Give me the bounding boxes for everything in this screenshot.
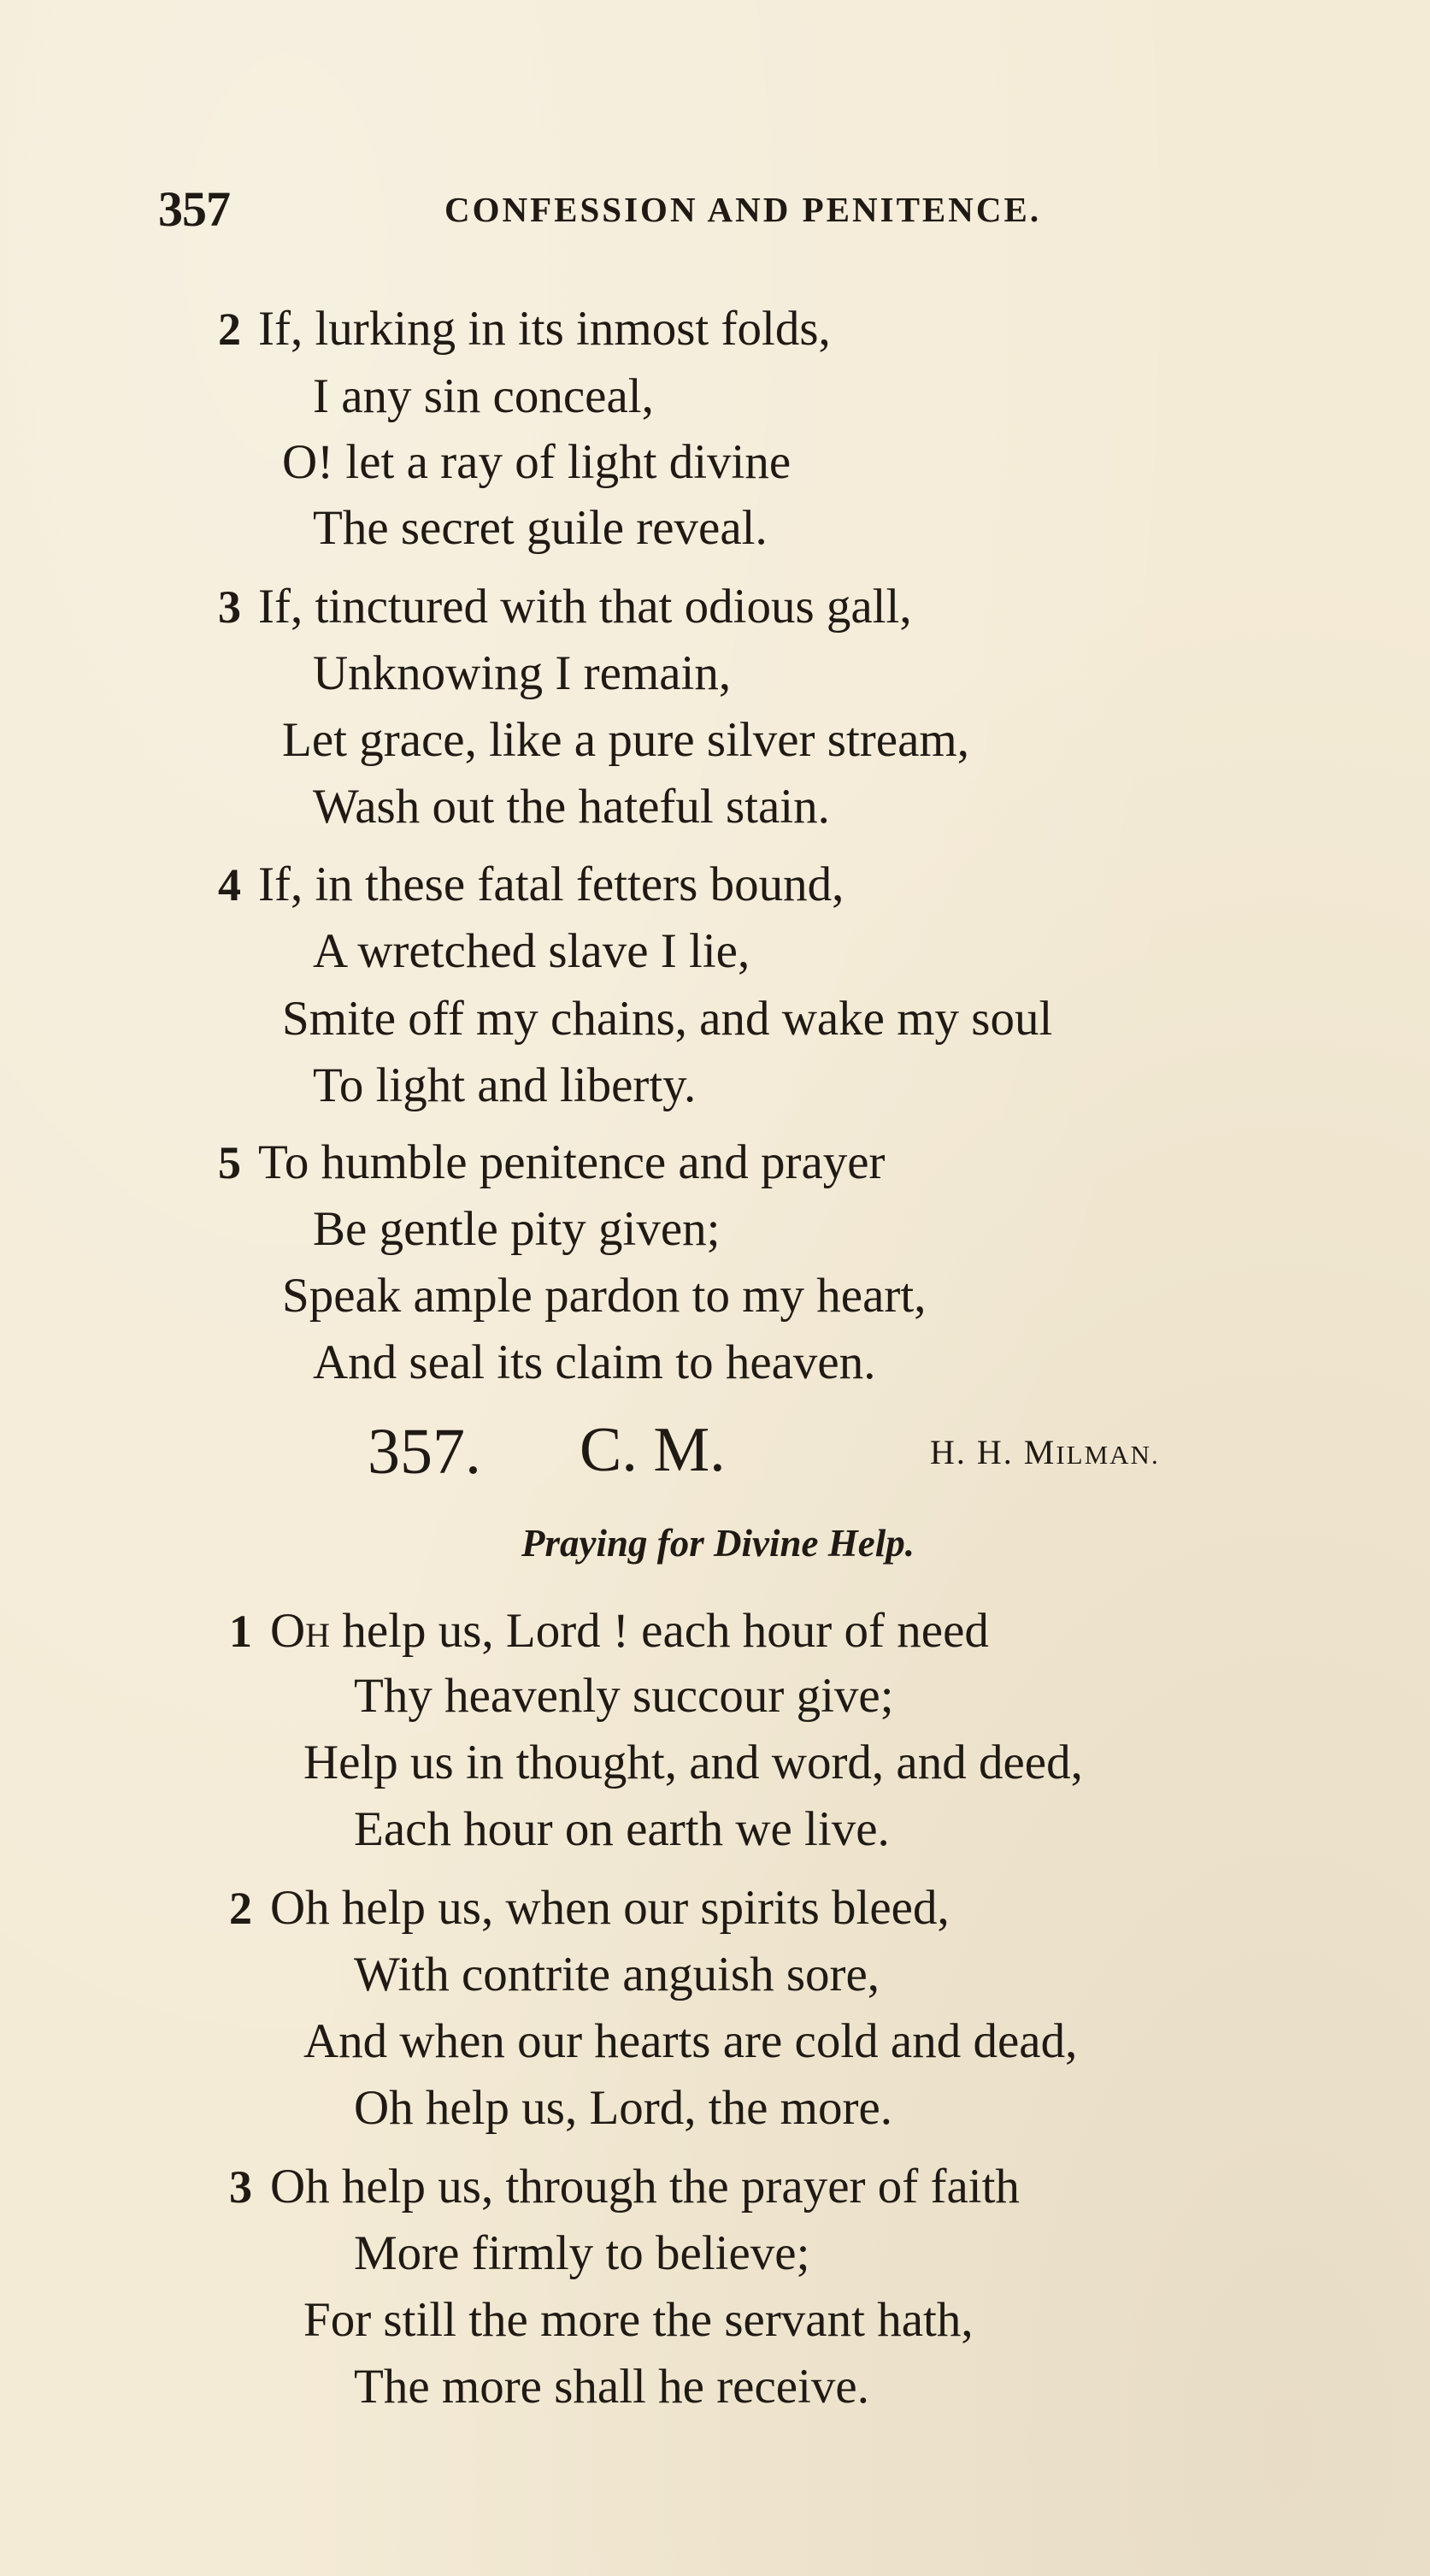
verse-line: O! let a ray of light divine [282,435,792,489]
verse-line: I any sin conceal, [313,369,654,423]
verse-line: To humble penitence and prayer [258,1135,886,1189]
verse-line: To light and liberty. [313,1058,697,1112]
verse-line: Oh help us, Lord, the more. [354,2081,893,2135]
verse-line: More firmly to believe; [354,2226,810,2280]
verse-line: If, in these fatal fetters bound, [258,858,844,911]
verse-line: A wretched slave I lie, [313,924,750,978]
verse-line: And when our hearts are cold and dead, [303,2014,1078,2068]
verse-line: Unknowing I remain, [313,646,732,700]
verse-line: Let grace, like a pure silver stream, [282,713,969,767]
verse-line: Each hour on earth we live. [354,1802,890,1856]
verse-line: If, tinctured with that odious gall, [258,580,912,634]
hymn-meter: C. M. [580,1415,726,1485]
verse-line: Help us in thought, and word, and deed, [303,1736,1083,1789]
verse-line: If, lurking in its inmost folds, [258,302,831,356]
verse-line: The more shall he receive. [354,2360,869,2414]
verse-line: Smite off my chains, and wake my soul [282,992,1053,1046]
stanza-number: 3 [229,2161,252,2213]
hymn-subtitle: Praying for Divine Help. [521,1522,915,1565]
verse-line: Thy heavenly succour give; [354,1669,894,1723]
stanza-number: 2 [229,1883,252,1934]
verse-line: For still the more the servant hath, [303,2293,974,2347]
verse-line: Wash out the hateful stain. [313,780,830,834]
stanza-number: 3 [218,581,241,633]
running-head [158,175,1235,244]
drop-initial: O [270,1604,306,1658]
hymn-heading [0,1402,1430,1496]
verse-line: Oh help us, through the prayer of faith [270,2160,1020,2213]
verse-line: Oh help us, when our spirits bleed, [270,1881,950,1935]
stanza-number: 4 [218,859,241,911]
stanza-number: 2 [218,304,241,355]
verse-line: Speak ample pardon to my heart, [282,1269,927,1323]
stanza-number: 5 [218,1137,241,1188]
verse-line: Be gentle pity given; [313,1202,721,1256]
verse-line: The secret guile reveal. [313,501,768,555]
author-initials: H. H. M [930,1433,1056,1471]
first-line-tail: help us, Lord ! each hour of need [330,1604,989,1658]
running-title: CONFESSION AND PENITENCE. [444,190,1042,229]
hymn-author [930,1423,1160,1485]
verse-line: With contrite anguish sore, [354,1948,880,2001]
hymn-number: 357. [368,1416,481,1488]
page-number: 357 [158,181,230,237]
verse-line-first [270,1597,989,1670]
small-cap-letter: H [305,1616,331,1654]
author-surname-smallcaps: ILMAN. [1056,1440,1160,1470]
verse-line: And seal its claim to heaven. [313,1335,876,1389]
stanza-number: 1 [229,1606,252,1657]
